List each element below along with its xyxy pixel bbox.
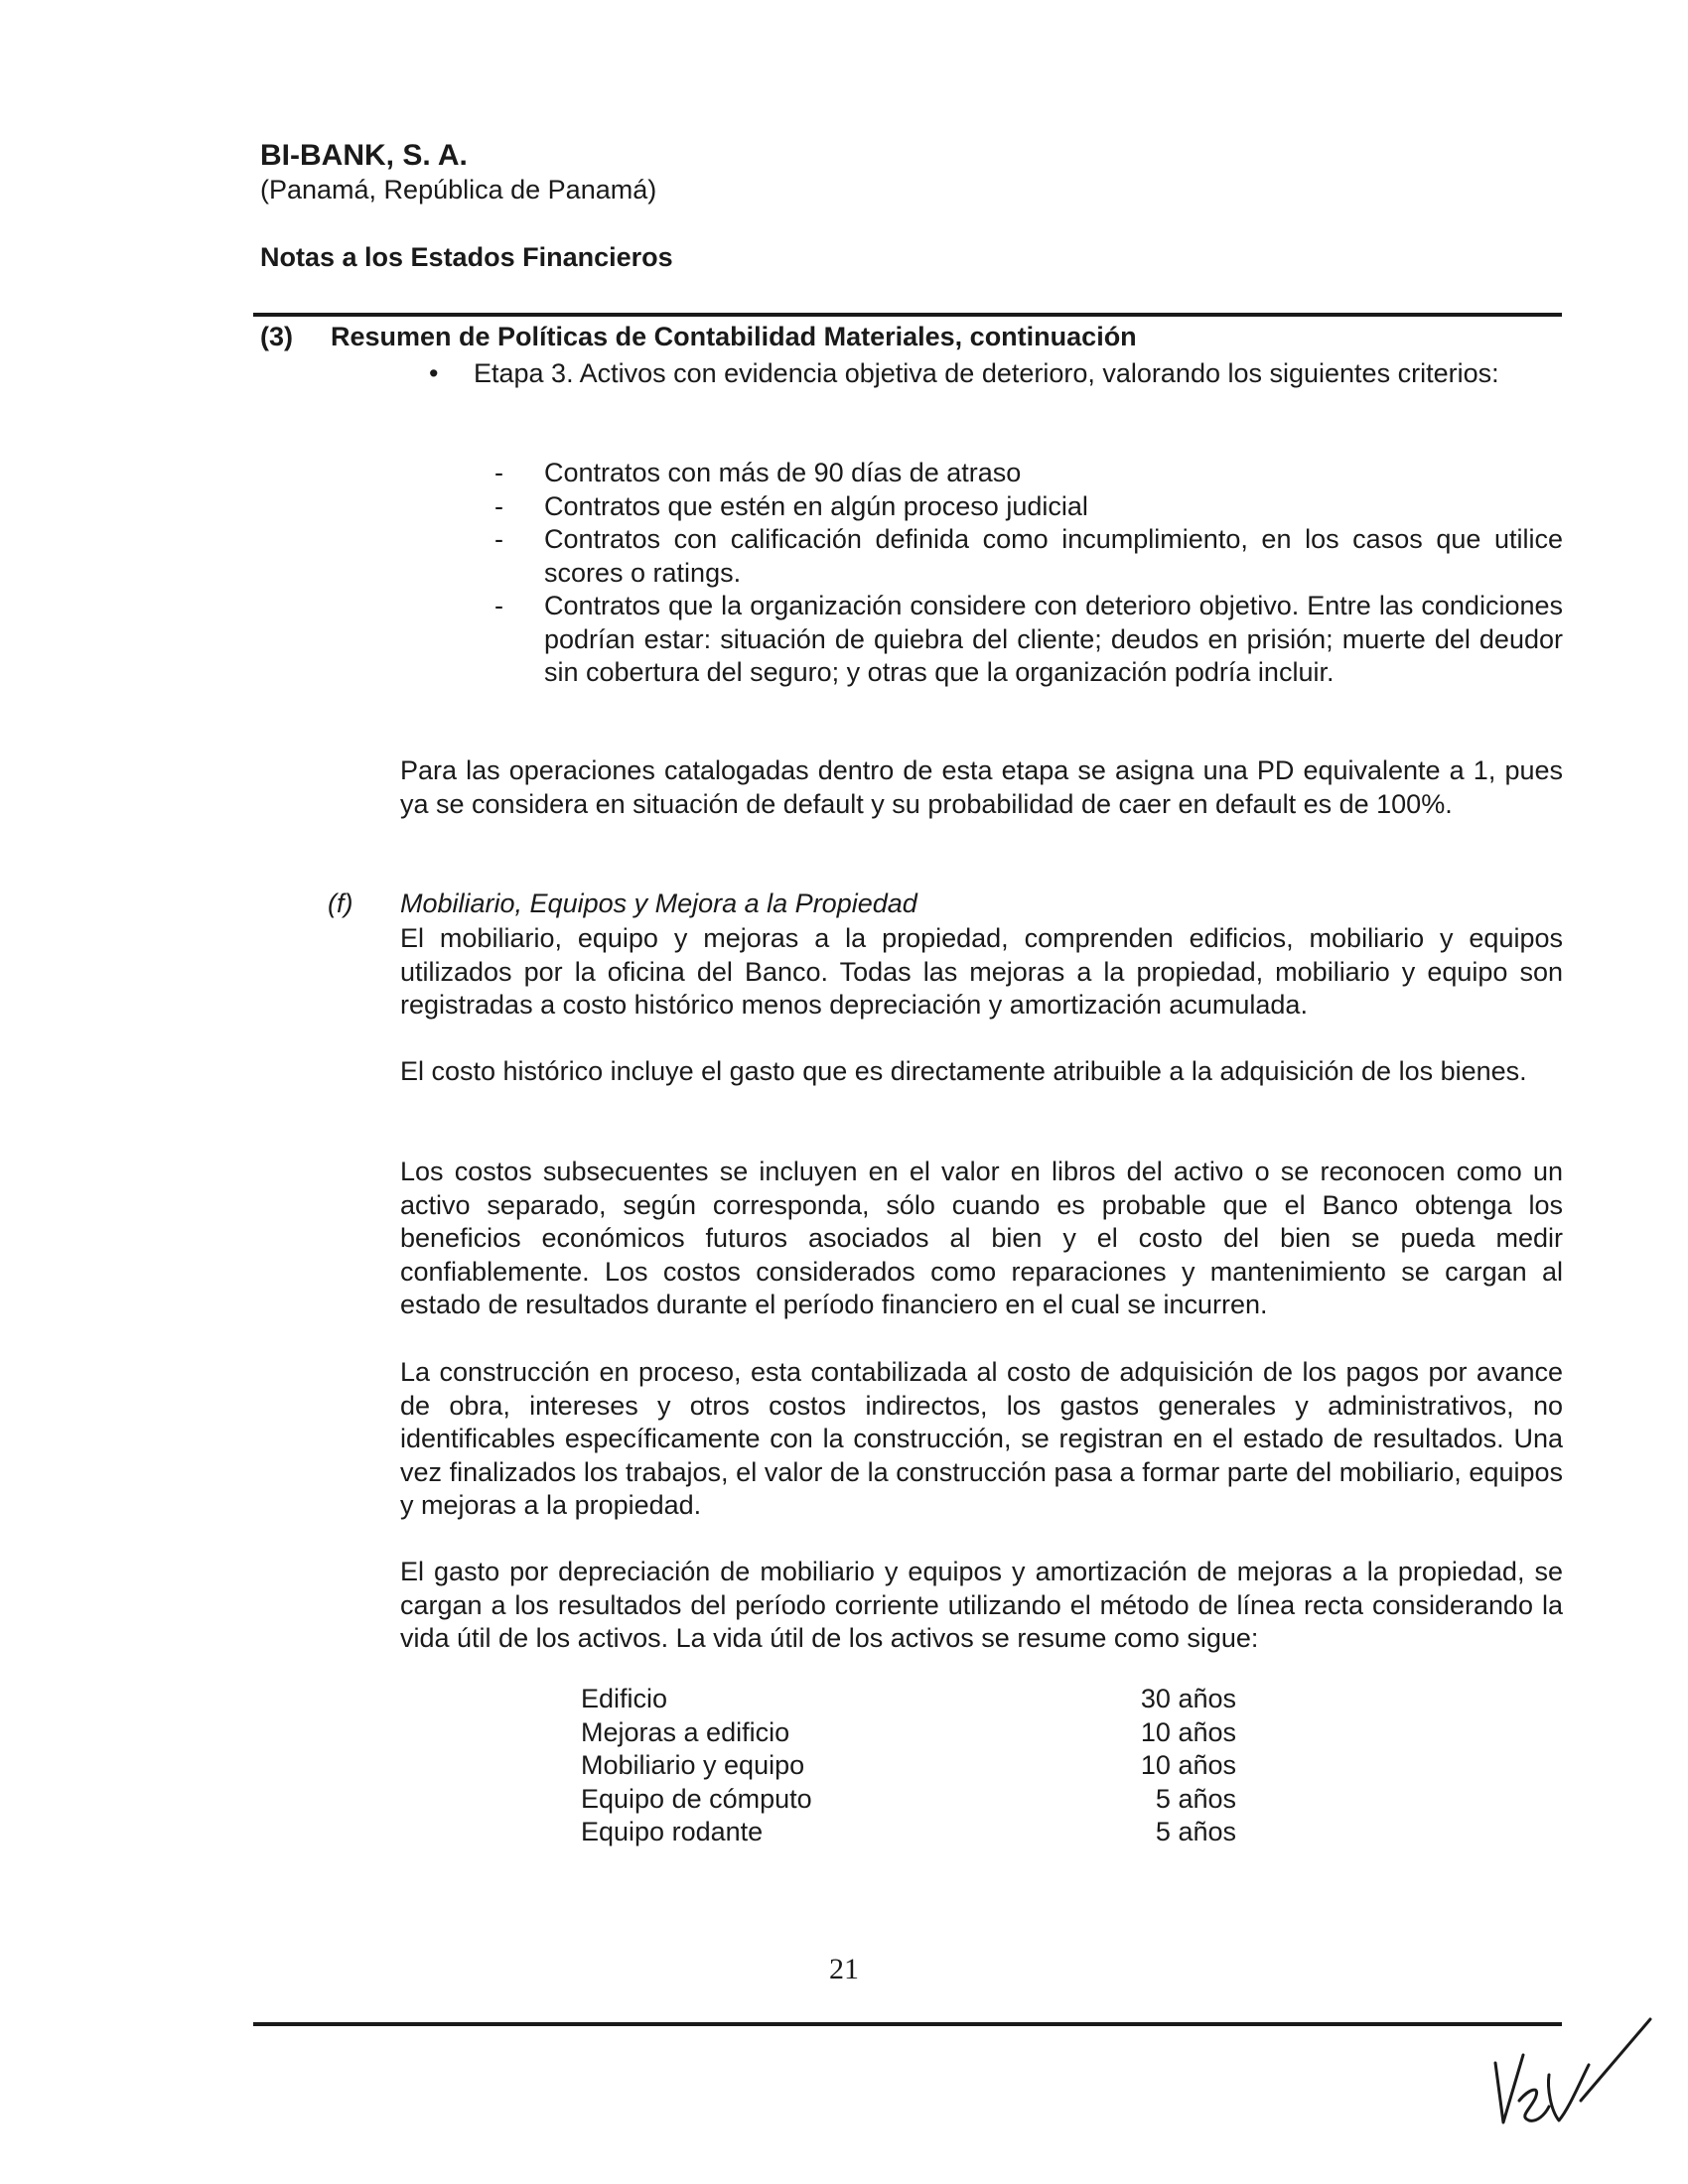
asset-name: Equipo rodante <box>581 1817 764 1846</box>
stage3-bullet <box>429 357 1563 391</box>
asset-name: Mejoras a edificio <box>581 1716 790 1747</box>
list-item <box>494 590 1563 690</box>
asset-name: Equipo de cómputo <box>581 1783 812 1814</box>
table-row <box>581 1749 1236 1783</box>
paragraph-5: El gasto por depreciación de mobiliario y equipos y amortización de mejoras a la propiedad, se cargan a los resultados del período corriente utilizando el método de línea recta considerando la vida útil de los activos. La vida útil de los activos se resume como sigue: <box>400 1557 1563 1653</box>
table-row <box>581 1683 1236 1716</box>
dash-marker: - <box>494 490 503 521</box>
subsection-title: Mobiliario, Equipos y Mejora a la Propiedad <box>400 888 917 918</box>
dash-marker: - <box>494 458 503 487</box>
asset-years: 30 años <box>1140 1684 1236 1713</box>
list-item <box>494 490 1563 524</box>
list-item <box>494 523 1563 590</box>
signature-initials <box>1489 2005 1658 2134</box>
criterion-text: Contratos que la organización considere con deterioro objetivo. Entre las condiciones podrían estar: situación de quiebra del cliente; deudos en prisión; muerte del deudor sin cobertura del seguro; y otras que la organización podría incluir. <box>544 591 1563 687</box>
table-row <box>581 1716 1236 1750</box>
company-location: (Panamá, República de Panamá) <box>260 175 657 205</box>
useful-life-table <box>581 1683 1236 1849</box>
header-divider <box>253 313 1562 317</box>
criterion-text: Contratos con calificación definida como incumplimiento, en los casos que utilice scores o ratings. <box>544 524 1563 588</box>
paragraph-3: Los costos subsecuentes se incluyen en el valor en libros del activo o se reconocen como un activo separado, según corresponda, sólo cuando es probable que el Banco obtenga los beneficios económicos futuros asociados al bien y el costo del bien se pueda medir confiablemente. Los costos considerados como reparaciones y mantenimiento se cargan al estado de resultados durante el período financiero en el cual se incurren. <box>400 1157 1563 1319</box>
paragraph-4: La construcción en proceso, esta contabilizada al costo de adquisición de los pagos por avance de obra, intereses y otros costos indirectos, los gastos generales y administrativos, no identificables específicamente con la construcción, se registran en el estado de resultados. Una vez finalizados los trabajos, el valor de la construcción pasa a formar parte del mobiliario, equipos y mejoras a la propiedad. <box>400 1357 1563 1520</box>
criterion-text: Contratos que estén en algún proceso judicial <box>544 490 1088 521</box>
document-title: Notas a los Estados Financieros <box>260 242 673 272</box>
asset-name: Edificio <box>581 1684 668 1713</box>
paragraph-2: El costo histórico incluye el gasto que es directamente atribuible a la adquisición de los bienes. <box>400 1056 1527 1086</box>
footer-divider <box>253 2022 1562 2026</box>
subsection-label: (f) <box>328 888 353 918</box>
asset-years: 10 años <box>1140 1716 1236 1747</box>
asset-years: 5 años <box>1155 1817 1236 1846</box>
asset-years: 10 años <box>1140 1750 1236 1780</box>
company-name: BI-BANK, S. A. <box>260 139 468 172</box>
criterion-text: Contratos con más de 90 días de atraso <box>544 458 1022 487</box>
table-row <box>581 1816 1236 1849</box>
list-item <box>494 457 1563 490</box>
asset-years: 5 años <box>1155 1783 1236 1814</box>
section-title: Resumen de Políticas de Contabilidad Materiales, continuación <box>331 322 1137 351</box>
dash-marker: - <box>494 591 503 620</box>
bullet-marker: • <box>429 358 439 388</box>
paragraph-1: El mobiliario, equipo y mejoras a la propiedad, comprenden edificios, mobiliario y equipos utilizados por la oficina del Banco. Todas las mejoras a la propiedad, mobiliario y equipo son registradas a costo histórico menos depreciación y amortización acumulada. <box>400 923 1563 1020</box>
page-number: 21 <box>829 1953 859 1985</box>
stage3-closing-paragraph: Para las operaciones catalogadas dentro de esta etapa se asigna una PD equivalente a 1, pues ya se considera en situación de default y su probabilidad de caer en default es de 100%. <box>400 755 1563 819</box>
criteria-list <box>494 457 1563 690</box>
section-number: (3) <box>260 322 293 351</box>
asset-name: Mobiliario y equipo <box>581 1750 805 1780</box>
table-row <box>581 1783 1236 1817</box>
dash-marker: - <box>494 524 503 554</box>
stage3-text: Etapa 3. Activos con evidencia objetiva de deterioro, valorando los siguientes criterios: <box>474 358 1499 388</box>
